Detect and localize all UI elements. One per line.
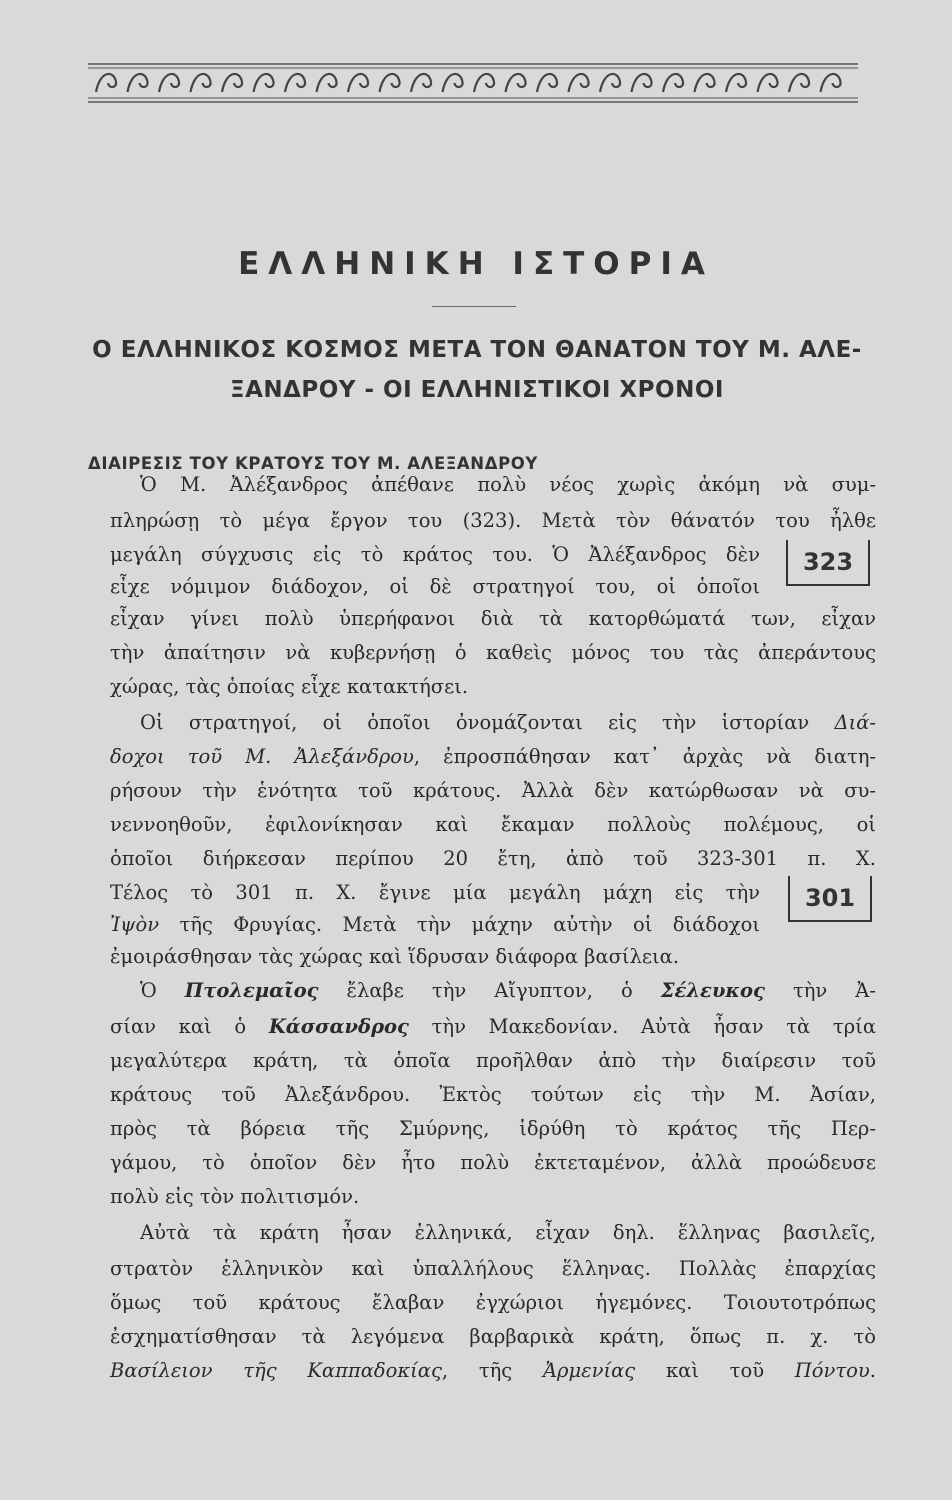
italic-term: Διά- (834, 711, 876, 734)
ornament-wave (758, 74, 778, 92)
text-line: εἶχε νόμιμον διάδοχον, οἱ δὲ στρατηγοί του, οἱ ὁποῖοι (110, 575, 760, 598)
ornament-wave (789, 74, 809, 92)
ornament-wave (159, 74, 179, 92)
ornament-wave (380, 74, 400, 92)
running-title: ΕΛΛΗΝΙΚΗ ΙΣΤΟΡΙΑ (238, 246, 714, 282)
ornament-wave (191, 74, 211, 92)
text-line: μεγάλη σύγχυσις εἰς τὸ κράτος του. Ὁ Ἀλέξανδρος δὲν (110, 543, 760, 566)
ornament-wave (474, 74, 494, 92)
ornament-wave (632, 74, 652, 92)
ornament-wave (569, 74, 589, 92)
bold-name: Κάσσανδρος (268, 1015, 409, 1038)
ornament-wave (222, 74, 242, 92)
text-line: ἐμοιράσθησαν τὰς χώρας καὶ ἵδρυσαν διάφορα βασίλεια. (110, 945, 680, 968)
text-line (140, 976, 876, 1006)
text-line (110, 1356, 876, 1386)
text-segment: τὴν Ἀ- (764, 979, 876, 1002)
text-line (110, 910, 760, 940)
text-line: ἐσχηματίσθησαν τὰ λεγόμενα βαρβαρικὰ κράτη, ὅπως π. χ. τὸ (110, 1325, 876, 1348)
text-line: πρὸς τὰ βόρεια τῆς Σμύρνης, ἱδρύθη τὸ κράτος τῆς Περ- (110, 1117, 876, 1140)
text-line: εἶχαν γίνει πολὺ ὑπερήφανοι διὰ τὰ κατορθώματά των, εἶχαν (110, 607, 876, 630)
text-line: Ὁ Μ. Ἀλέξανδρος ἀπέθανε πολὺ νέος χωρὶς ἀκόμη νὰ συμ- (140, 473, 876, 496)
ornament-wave (96, 74, 116, 92)
ornament-wave (348, 74, 368, 92)
ornament-wave (695, 74, 715, 92)
text-segment: Οἱ στρατηγοί, οἱ ὁποῖοι ὀνομάζονται εἰς τὴν ἱστορίαν (140, 711, 835, 734)
text-segment: τῆς Φρυγίας. Μετὰ τὴν μάχην αὐτὴν οἱ διάδοχοι (159, 913, 760, 936)
ornament-wave (726, 74, 746, 92)
text-line: πληρώσῃ τὸ μέγα ἔργον του (323). Μετὰ τὸν θάνατόν του ἦλθε (110, 509, 876, 532)
ornament-wave (443, 74, 463, 92)
text-line: Τέλος τὸ 301 π. Χ. ἔγινε μία μεγάλη μάχη εἰς τὴν (110, 881, 760, 904)
italic-term: Ἀρμενίας (542, 1359, 636, 1382)
margin-date-301: 301 (788, 876, 872, 922)
text-line (110, 1012, 876, 1042)
bold-name: Σέλευκος (660, 979, 765, 1002)
section-heading: ΔΙΑΙΡΕΣΙΣ ΤΟΥ ΚΡΑΤΟΥΣ ΤΟΥ Μ. ΑΛΕΞΑΝΔΡΟΥ (88, 454, 538, 473)
italic-term: Βασίλειον τῆς Καππαδοκίας (110, 1359, 442, 1382)
ornament-wave (600, 74, 620, 92)
ornament-wave (317, 74, 337, 92)
ornament-wave (254, 74, 274, 92)
text-line: τὴν ἀπαίτησιν νὰ κυβερνήσῃ ὁ καθεὶς μόνος του τὰς ἀπεράντους (110, 641, 876, 664)
ornament-wave (506, 74, 526, 92)
text-line: ὅμως τοῦ κράτους ἔλαβαν ἐγχώριοι ἡγεμόνες. Τοιουτοτρόπως (110, 1291, 876, 1314)
text-line (140, 708, 876, 738)
bold-name: Πτολεμαῖος (184, 979, 319, 1002)
text-line: ρήσουν τὴν ἑνότητα τοῦ κράτους. Ἀλλὰ δὲν κατώρθωσαν νὰ συ- (110, 779, 876, 802)
italic-term: Ἰψὸν (110, 913, 160, 936)
ornament-wave (128, 74, 148, 92)
margin-date-323: 323 (786, 540, 870, 586)
text-line: πολὺ εἰς τὸν πολιτισμόν. (110, 1185, 360, 1208)
ornament-wave (821, 74, 841, 92)
text-line: στρατὸν ἑλληνικὸν καὶ ὑπαλλήλους ἕλληνας. Πολλὰς ἐπαρχίας (110, 1257, 876, 1280)
text-segment: καὶ τοῦ (635, 1359, 795, 1382)
text-line: μεγαλύτερα κράτη, τὰ ὁποῖα προῆλθαν ἀπὸ τὴν διαίρεσιν τοῦ (110, 1049, 876, 1072)
text-line: χώρας, τὰς ὁποίας εἶχε κατακτήσει. (110, 675, 469, 698)
text-segment: . (869, 1359, 876, 1382)
text-line: νεννοηθοῦν, ἐφιλονίκησαν καὶ ἔκαμαν πολλοὺς πολέμους, οἱ (110, 813, 876, 836)
text-segment: , ἐπροσπάθησαν κατ᾽ ἀρχὰς νὰ διατη- (413, 745, 877, 768)
chapter-title-line-2: ΞΑΝΔΡΟΥ - ΟΙ ΕΛΛΗΝΙΣΤΙΚΟΙ ΧΡΟΝΟΙ (230, 377, 724, 403)
text-line: κράτους τοῦ Ἀλεξάνδρου. Ἐκτὸς τούτων εἰς τὴν Μ. Ἀσίαν, (110, 1083, 876, 1106)
text-segment: , τῆς (441, 1359, 543, 1382)
ornament-wave (285, 74, 305, 92)
italic-term: Πόντου (794, 1359, 870, 1382)
decorative-border-ornament (88, 58, 858, 108)
text-segment: ἔλαβε τὴν Αἴγυπτον, ὁ (318, 979, 661, 1002)
chapter-title (82, 330, 872, 410)
text-line: γάμου, τὸ ὁποῖον δὲν ἦτο πολὺ ἐκτεταμένον, ἀλλὰ προώδευσε (110, 1151, 876, 1174)
text-segment: Ὁ (140, 979, 185, 1002)
text-line: Αὐτὰ τὰ κράτη ἦσαν ἑλληνικά, εἶχαν δηλ. ἕλληνας βασιλεῖς, (140, 1221, 876, 1244)
text-segment: σίαν καὶ ὁ (110, 1015, 269, 1038)
ornament-wave (411, 74, 431, 92)
italic-term: δοχοι τοῦ Μ. Ἀλεξάνδρου (110, 745, 414, 768)
text-line (110, 742, 876, 772)
text-line: ὁποῖοι διήρκεσαν περίπου 20 ἔτη, ἀπὸ τοῦ 323-301 π. Χ. (110, 847, 876, 870)
ornament-wave (663, 74, 683, 92)
text-segment: τὴν Μακεδονίαν. Αὐτὰ ἦσαν τὰ τρία (408, 1015, 876, 1038)
ornament-wave (537, 74, 557, 92)
chapter-title-line-1: Ο ΕΛΛΗΝΙΚΟΣ ΚΟΣΜΟΣ ΜΕΤΑ ΤΟΝ ΘΑΝΑΤΟΝ ΤΟΥ Μ. ΑΛΕ- (92, 337, 862, 363)
title-divider (432, 306, 516, 307)
